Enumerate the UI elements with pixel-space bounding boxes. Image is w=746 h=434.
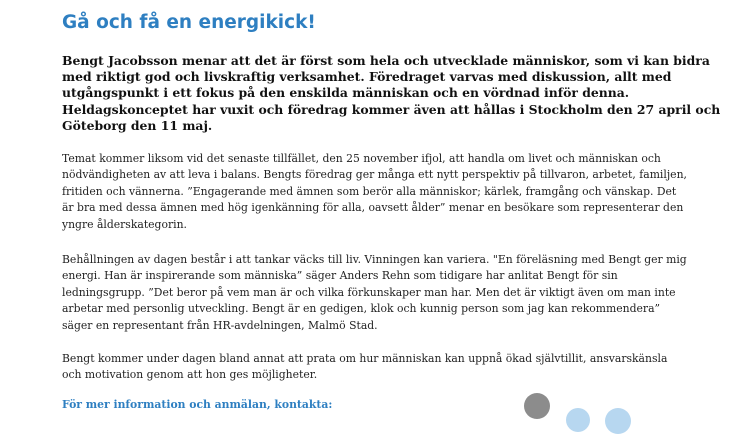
contact-heading: För mer information och anmälan, kontakta: [62, 398, 333, 411]
page-title: Gå och få en energikick! [62, 12, 316, 33]
lead-line: Heldagskonceptet har vuxit och föredrag kommer även att hållas i Stockholm den 27 april och [62, 101, 721, 117]
body-paragraph-3 [62, 351, 702, 384]
decorative-blue-dot [605, 408, 631, 434]
lead-line: Bengt Jacobsson menar att det är först som hela och utvecklade människor, som vi kan bidra [62, 53, 710, 68]
decorative-gray-dot [524, 393, 550, 419]
body-line: energi. Han är inspirerande som människa” säger Anders Rehn som tidigare har anlitat Bengt för sin [62, 269, 618, 283]
lead-paragraph [62, 53, 721, 134]
body-line: är bra med dessa ämnen med hög igenkänning för alla, oavsett ålder” menar en besökare som representerar den [62, 201, 684, 215]
body-line: Bengt kommer under dagen bland annat att prata om hur människan kan uppnå ökad självtillit, ansvarskänsla [62, 352, 668, 365]
lead-line: utgångspunkt i ett fokus på den enskilda människan och en vördnad inför denna. [62, 85, 630, 101]
body-line: och motivation genom att hon ges möjligheter. [62, 368, 318, 382]
body-paragraph-2 [62, 252, 702, 334]
decorative-blue-dot [566, 408, 590, 432]
body-line: ledningsgrupp. ”Det beror på vem man är och vilka förkunskaper man har. Men det är viktigt även om man inte [62, 285, 676, 299]
body-line: Temat kommer liksom vid det senaste tillfället, den 25 november ifjol, att handla om livet och människan och [62, 152, 661, 165]
body-line: yngre ålderskategorin. [62, 217, 187, 231]
lead-line: Göteborg den 11 maj. [62, 117, 213, 133]
body-line: säger en representant från HR-avdelningen, Malmö Stad. [62, 318, 378, 332]
body-line: fritiden och vännerna. ”Engagerande med ämnen som berör alla människor; kärlek, framgång och vänskap. Det [62, 184, 677, 198]
body-paragraph-1 [62, 151, 702, 233]
body-line: Behållningen av dagen består i att tankar väcks till liv. Vinningen kan variera. "En föreläsning med Bengt ger mig [62, 253, 687, 266]
body-line: nödvändigheten av att leva i balans. Bengts föredrag ger många ett nytt perspektiv på tillvaron, arbetet, familjen, [62, 168, 687, 182]
lead-line: med riktigt god och livskraftig verksamhet. Föredraget varvas med diskussion, allt med [62, 69, 672, 85]
body-line: arbetar med personlig utveckling. Bengt är en gedigen, klok och kunnig person som jag kan rekommendera” [62, 302, 661, 316]
